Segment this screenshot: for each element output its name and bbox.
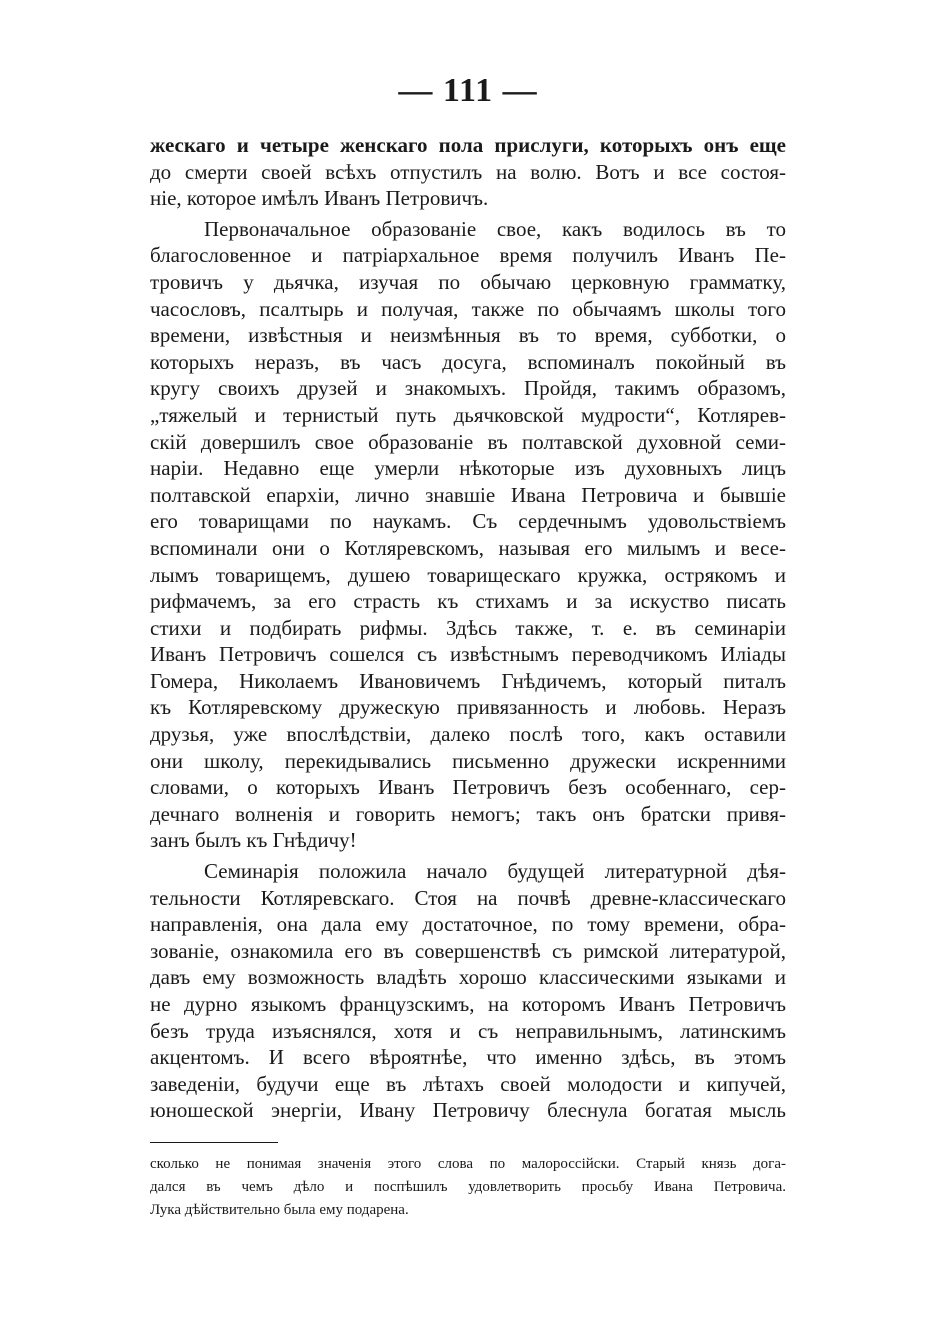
body-text	[150, 132, 786, 1124]
text-line: тельности Котляревскаго. Стоя на почвѣ древне-классическаго	[150, 885, 786, 910]
text-line: до смерти своей всѣхъ отпустилъ на волю. Вотъ и все состоя-	[150, 159, 786, 184]
text-line: занъ былъ къ Гнѣдичу!	[150, 828, 357, 853]
text-line: Первоначальное образованіе свое, какъ водилось въ то	[204, 216, 786, 241]
text-line: словами, о которыхъ Иванъ Петровичъ безъ особеннаго, сер-	[150, 775, 786, 800]
text-line: „тяжелый и тернистый путь дьячковской мудрости“, Котлярев-	[150, 402, 786, 427]
text-line: времени, извѣстныя и неизмѣнныя въ то время, субботки, о	[150, 323, 786, 348]
footnote-line: сколько не понимая значенія этого слова по малороссійски. Старый князь дога-	[150, 1156, 786, 1172]
text-line: стихи и подбирать рифмы. Здѣсь также, т. е. въ семинаріи	[150, 615, 786, 640]
text-line: тровичъ у дьячка, изучая по обычаю церковную грамматку,	[150, 269, 786, 294]
text-line: они школу, перекидывались письменно дружески искренними	[150, 748, 786, 773]
text-line: скій довершилъ свое образованіе въ полтавской духовной семи-	[150, 429, 786, 454]
text-line: акцентомъ. И всего вѣроятнѣе, что именно здѣсь, въ этомъ	[150, 1045, 786, 1070]
text-line: лымъ товарищемъ, душею товарищескаго кружка, острякомъ и	[150, 562, 786, 587]
footnote	[150, 1153, 786, 1222]
text-line: не дурно языкомъ французскимъ, на которомъ Иванъ Петровичъ	[150, 992, 786, 1016]
text-line: Гомера, Николаемъ Ивановичемъ Гнѣдичемъ, который питалъ	[150, 668, 786, 693]
text-line: къ Котляревскому дружескую привязанность и любовь. Неразъ	[150, 695, 786, 720]
footnote-rule	[150, 1142, 278, 1143]
text-line: кругу своихъ друзей и знакомыхъ. Пройдя, такимъ образомъ,	[150, 376, 786, 401]
text-line: его товарищами по наукамъ. Съ сердечнымъ удовольствіемъ	[150, 509, 786, 534]
text-line: зованіе, ознакомила его въ совершенствѣ съ римской литературой,	[150, 938, 786, 963]
text-line: часословъ, псалтырь и получая, также по обычаямъ школы того	[150, 296, 786, 321]
text-line: заведеніи, будучи еще въ лѣтахъ своей молодости и кипучей,	[150, 1071, 786, 1096]
text-line: давъ ему возможность владѣть хорошо классическими языками и	[150, 965, 786, 990]
text-line: Семинарія положила начало будущей литературной дѣя-	[204, 859, 786, 884]
text-line: полтавской епархіи, лично знавшіе Ивана Петровича и бывшіе	[150, 482, 786, 507]
text-line: ніе, которое имѣлъ Иванъ Петровичъ.	[150, 186, 489, 211]
text-line: Иванъ Петровичъ сошелся съ извѣстнымъ переводчикомъ Иліады	[150, 642, 786, 667]
footnote-line: дался въ чемъ дѣло и поспѣшилъ удовлетворить просьбу Ивана Петровича.	[150, 1179, 786, 1195]
text-line: благословенное и патріархальное время получилъ Иванъ Пе-	[150, 243, 786, 268]
text-line: жескаго и четыре женскаго пола прислуги, которыхъ онъ еще	[150, 133, 786, 157]
text-line: наріи. Недавно еще умерли нѣкоторые изъ духовныхъ лицъ	[150, 456, 786, 481]
text-line: рифмачемъ, за его страсть къ стихамъ и за искуство писать	[150, 589, 786, 614]
footnote-line: Лука дѣйствительно была ему подарена.	[150, 1202, 409, 1218]
text-line: которыхъ неразъ, въ часъ досуга, вспоминалъ покойный въ	[150, 349, 786, 374]
text-line: вспоминали они о Котляревскомъ, называя его милымъ и весе-	[150, 535, 786, 560]
text-line: друзья, уже впослѣдствіи, далеко послѣ того, какъ оставили	[150, 722, 786, 747]
text-line: дечнаго волненія и говорить немогъ; такъ онъ братски привя-	[150, 801, 786, 826]
text-line: юношеской энергіи, Ивану Петровичу блеснула богатая мысль	[150, 1098, 786, 1123]
page-number: — 111 —	[398, 72, 538, 109]
text-line: направленія, она дала ему достаточное, по тому времени, обра-	[150, 912, 786, 937]
text-line: безъ труда изъяснялся, хотя и съ неправильнымъ, латинскимъ	[150, 1018, 786, 1043]
